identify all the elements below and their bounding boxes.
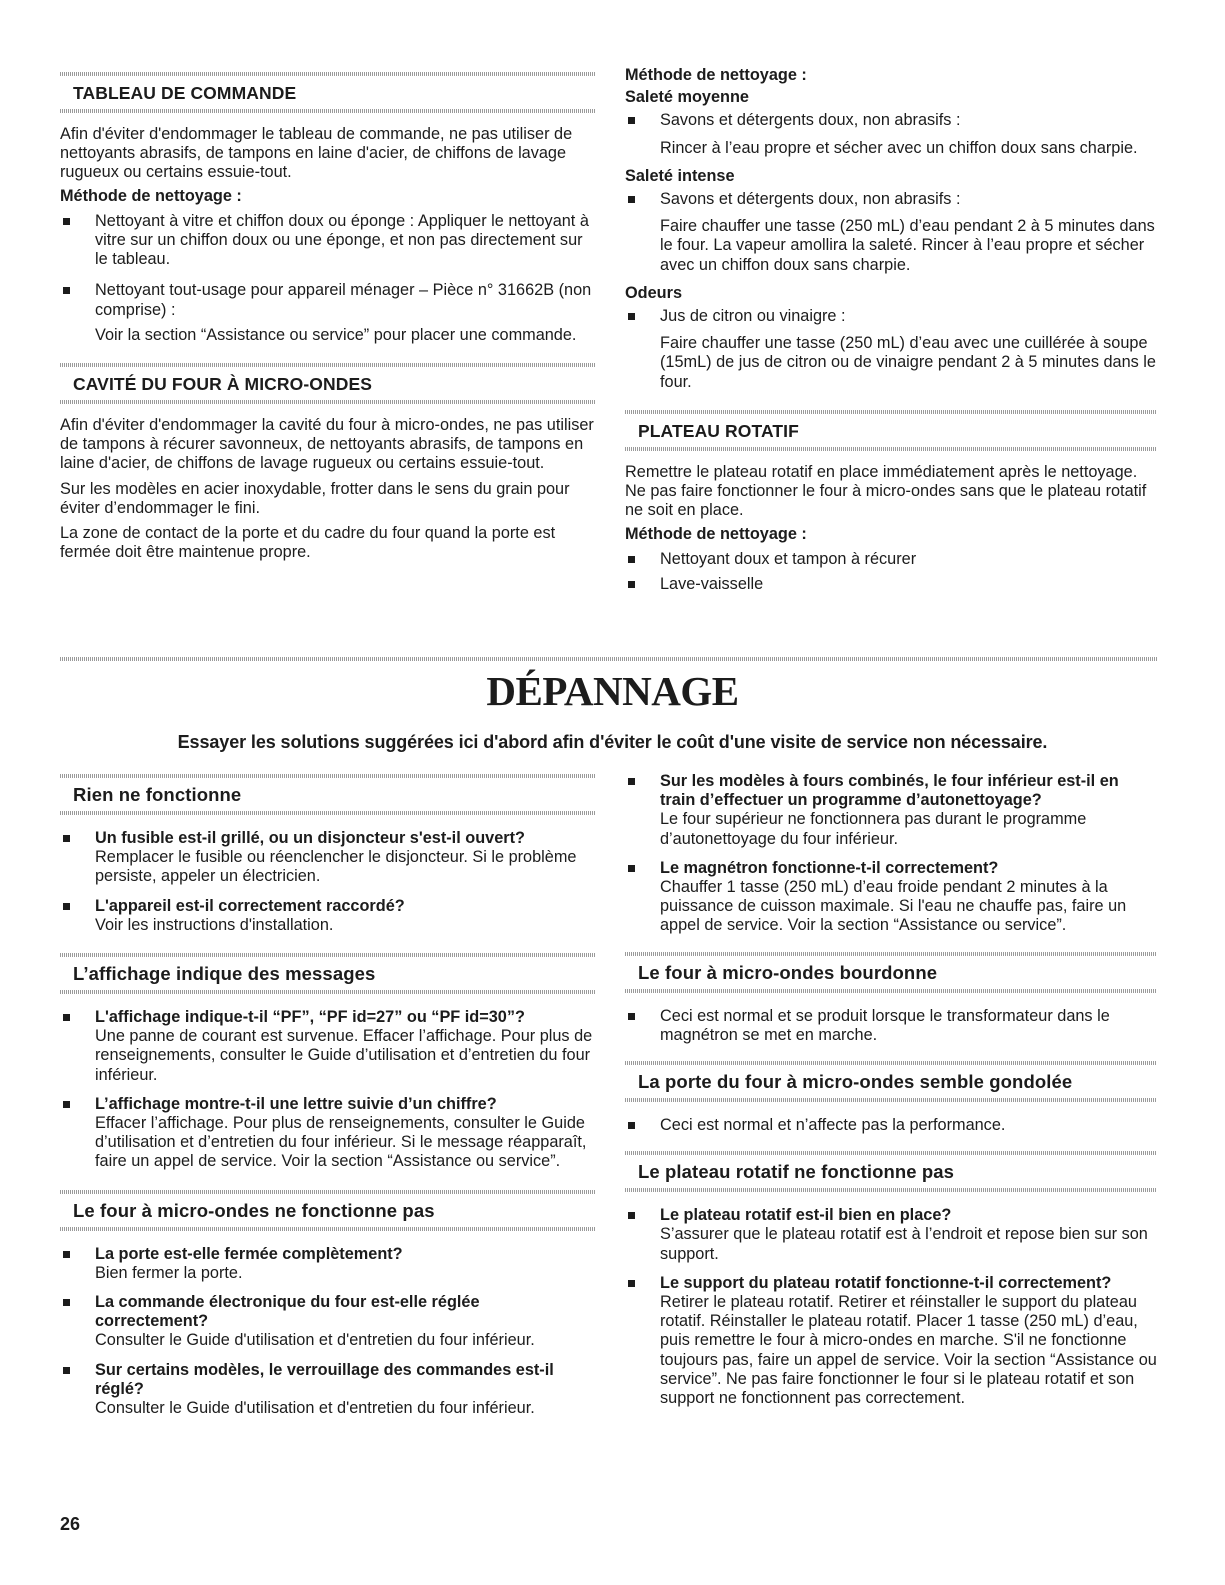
- plateau-item-1: [625, 1206, 1157, 1264]
- divider: [625, 1188, 1157, 1192]
- tableau-intro: Afin d'éviter d'endommager le tableau de commande, ne pas utiliser de nettoyants abrasifs, de tampons en laine d'acier, de chiffons de lavage rugueux ou certains essuie-tout.: [60, 125, 573, 182]
- page-subtitle: Essayer les solutions suggérées ici d'abord afin d'éviter le coût d'une visite de service non nécessaire.: [177, 732, 1048, 752]
- tableau-bullet-2-note: Voir la section “Assistance ou service” pour placer une commande.: [95, 325, 577, 344]
- divider: [60, 400, 595, 404]
- salete-moyenne-label: Saleté moyenne: [625, 88, 749, 107]
- divider: [60, 990, 595, 994]
- rien-a2: Voir les instructions d'installation.: [95, 915, 334, 934]
- cavite-p3: La zone de contact de la porte et du cadre du four quand la porte est fermée doit être maintenue propre.: [60, 524, 556, 562]
- rien-q2: L'appareil est-il correctement raccordé?: [95, 896, 405, 915]
- care-right-column: [625, 66, 1157, 594]
- intense-note: Faire chauffer une tasse (250 mL) d’eau pendant 2 à 5 minutes dans le four. La vapeur amollira la saleté. Rincer à l’eau propre et sécher avec un chiffon doux sans charpie.: [660, 217, 1155, 274]
- nefonctionne-item-2: [60, 1293, 595, 1351]
- rien-q1: Un fusible est-il grillé, ou un disjoncteur s'est-il ouvert?: [95, 829, 525, 847]
- affichage-q1: L'affichage indique-t-il “PF”, “PF id=27” ou “PF id=30”?: [95, 1008, 525, 1027]
- nefonctionne-a2: Consulter le Guide d'utilisation et d'entretien du four inférieur.: [95, 1331, 535, 1350]
- combines-q1: Sur les modèles à fours combinés, le four inférieur est-il en train d’effectuer un programme d’autonettoyage?: [660, 772, 1119, 810]
- troubleshoot-right-column: [625, 772, 1157, 1408]
- method-label: Méthode de nettoyage :: [625, 66, 807, 84]
- page-title: DÉPANNAGE: [486, 668, 739, 714]
- plateau-a2: Retirer le plateau rotatif. Retirer et réinstaller le support du plateau rotatif. Réinstaller le plateau rotatif. Placer 1 tasse (250 mL) d’eau, puis remettre le four à micro-ondes en marche. S'il ne fonctionne toujours pas, faire un appel de service. Voir la section “Assistance ou service”. Ne pas faire fonctionner le four si le plateau rotatif et son support ne fonctionnent pas correctement.: [660, 1293, 1157, 1408]
- divider: [60, 109, 595, 113]
- tableau-bullet-1: Nettoyant à vitre et chiffon doux ou éponge : Appliquer le nettoyant à vitre sur un chiffon doux ou une éponge, et non pas directement sur le tableau.: [60, 212, 595, 270]
- section-title-plateau-ne-fonctionne-pas: Le plateau rotatif ne fonctionne pas: [638, 1161, 955, 1183]
- section-title-tableau: TABLEAU DE COMMANDE: [73, 83, 297, 103]
- section-title-bourdonne: Le four à micro-ondes bourdonne: [638, 961, 938, 983]
- combines-item-1: [625, 772, 1157, 849]
- salete-intense-label: Saleté intense: [625, 166, 735, 185]
- nefonctionne-a1: Bien fermer la porte.: [95, 1263, 243, 1282]
- divider: [60, 1227, 595, 1231]
- section-title-cavite: CAVITÉ DU FOUR À MICRO-ONDES: [73, 374, 373, 395]
- rien-item-2: [60, 897, 595, 935]
- plateau-item-2: [625, 1274, 1157, 1408]
- affichage-a1: Une panne de courant est survenue. Effacer l’affichage. Pour plus de renseignements, consulter le Guide d’utilisation et d’entretien du four inférieur.: [95, 1027, 593, 1084]
- rien-a1: Remplacer le fusible ou réenclencher le disjoncteur. Si le problème persiste, appeler un électricien.: [95, 848, 577, 886]
- cavite-p1: Afin d'éviter d'endommager la cavité du four à micro-ondes, ne pas utiliser de tampons à récurer savonneux, de nettoyants abrasifs, de tampons en laine d'acier, de chiffons de lavage rugueux ou certains essuie-tout.: [60, 416, 594, 473]
- affichage-q2: L’affichage montre-t-il une lettre suivie d’un chiffre?: [95, 1094, 497, 1113]
- plateau-bullet-1: Nettoyant doux et tampon à récurer: [625, 550, 1157, 569]
- odeurs-bullet: Jus de citron ou vinaigre :: [625, 307, 1157, 326]
- gondolee-bullet: Ceci est normal et n’affecte pas la performance.: [625, 1116, 1157, 1135]
- page-number: 26: [60, 1514, 81, 1534]
- troubleshoot-left-column: [60, 774, 595, 1418]
- nefonctionne-q2: La commande électronique du four est-elle réglée correctement?: [95, 1293, 480, 1331]
- affichage-item-2: [60, 1095, 595, 1172]
- divider: [625, 447, 1157, 451]
- care-left-column: [60, 72, 595, 562]
- divider: [625, 1098, 1157, 1102]
- affichage-item-1: [60, 1008, 595, 1085]
- intense-bullet: Savons et détergents doux, non abrasifs :: [625, 190, 1157, 209]
- cavite-p2: Sur les modèles en acier inoxydable, frotter dans le sens du grain pour éviter d’endommager le fini.: [60, 479, 570, 517]
- plateau-q2: Le support du plateau rotatif fonctionne-t-il correctement?: [660, 1273, 1112, 1292]
- plateau-intro: Remettre le plateau rotatif en place immédiatement après le nettoyage. Ne pas faire fonctionner le four à micro-ondes sans que le plateau rotatif ne soit en place.: [625, 462, 1147, 520]
- moyenne-note: Rincer à l’eau propre et sécher avec un chiffon doux sans charpie.: [660, 138, 1138, 157]
- nefonctionne-item-1: [60, 1245, 595, 1283]
- plateau-method-label: Méthode de nettoyage :: [625, 525, 807, 544]
- full-width-divider: [60, 657, 1157, 661]
- affichage-a2: Effacer l’affichage. Pour plus de renseignements, consulter le Guide d’utilisation et d’entretien du four inférieur. Si le message réapparaît, faire un appel de service. Voir la section “Assistance ou service”.: [95, 1114, 587, 1171]
- bourdonne-bullet: Ceci est normal et se produit lorsque le transformateur dans le magnétron se met en marche.: [625, 1007, 1157, 1045]
- moyenne-bullet: Savons et détergents doux, non abrasifs :: [625, 111, 1157, 130]
- section-title-rien: Rien ne fonctionne: [73, 784, 242, 805]
- tableau-method-label: Méthode de nettoyage :: [60, 186, 242, 205]
- nefonctionne-item-3: [60, 1361, 595, 1419]
- rien-item-1: [60, 829, 595, 887]
- nefonctionne-q3: Sur certains modèles, le verrouillage des commandes est-il réglé?: [95, 1360, 554, 1398]
- combines-a2: Chauffer 1 tasse (250 mL) d’eau froide pendant 2 minutes à la puissance de cuisson maximale. Si l'eau ne chauffe pas, faire un appel de service. Voir la section “Assistance ou service”.: [660, 878, 1127, 935]
- plateau-q1: Le plateau rotatif est-il bien en place?: [660, 1206, 952, 1225]
- section-title-plateau: PLATEAU ROTATIF: [638, 420, 799, 441]
- divider: [60, 811, 595, 815]
- odeurs-label: Odeurs: [625, 283, 683, 302]
- plateau-bullet-2: Lave-vaisselle: [625, 575, 1157, 594]
- odeurs-note: Faire chauffer une tasse (250 mL) d’eau avec une cuillérée à soupe (15mL) de jus de citron ou de vinaigre pendant 2 à 5 minutes dans le four.: [660, 334, 1156, 391]
- combines-a1: Le four supérieur ne fonctionnera pas durant le programme d’autonettoyage du four inférieur.: [660, 810, 1087, 848]
- combines-q2: Le magnétron fonctionne-t-il correctement?: [660, 858, 999, 877]
- section-title-affichage: L’affichage indique des messages: [73, 963, 376, 985]
- nefonctionne-q1: La porte est-elle fermée complètement?: [95, 1244, 403, 1263]
- tableau-bullet-2: Nettoyant tout-usage pour appareil ménager – Pièce n° 31662B (non comprise) :: [60, 281, 595, 319]
- section-title-ne-fonctionne-pas: Le four à micro-ondes ne fonctionne pas: [73, 1199, 435, 1221]
- divider: [625, 989, 1157, 993]
- nefonctionne-a3: Consulter le Guide d'utilisation et d'entretien du four inférieur.: [95, 1399, 535, 1418]
- plateau-a1: S’assurer que le plateau rotatif est à l’endroit et repose bien sur son support.: [660, 1225, 1148, 1263]
- section-title-gondolee: La porte du four à micro-ondes semble gondolée: [638, 1071, 1073, 1093]
- combines-item-2: [625, 859, 1157, 936]
